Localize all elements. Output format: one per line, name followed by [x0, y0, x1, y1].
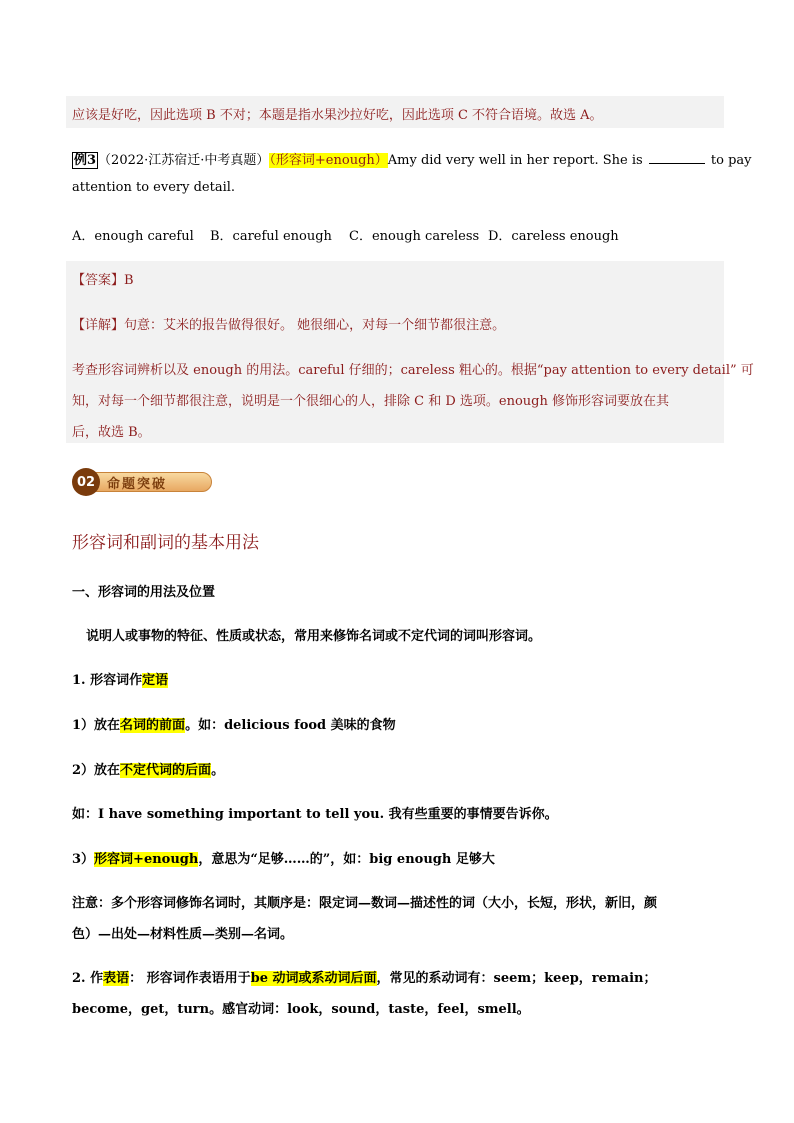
example-topic: （形容词+enough）: [269, 153, 388, 168]
rule1-b: 。如：delicious food 美味的食物: [185, 718, 396, 733]
item-attributive: [72, 669, 168, 688]
rule-3: [72, 848, 495, 867]
option-b: B．careful enough: [210, 229, 332, 244]
adjective-definition: 说明人或事物的特征、性质或状态，常用来修饰名词或不定代词的词叫形容词。: [86, 629, 542, 644]
answer-panel: [66, 261, 724, 443]
section-title: 命题突破: [86, 472, 212, 492]
analysis-line-1: 考查形容词辨析以及 enough 的用法。careful 仔细的；careless 粗心的。根据“pay attention to every detail” 可: [72, 363, 754, 378]
note-line-1: 注意：多个形容词修饰名词时，其顺序是：限定词—数词—描述性的词（大小，长短，形状，新旧，颜: [72, 896, 658, 911]
detail-label: 【详解】: [72, 318, 125, 333]
analysis-line-3: 后，故选 B。: [72, 425, 151, 440]
item2-a: 2. 作: [72, 971, 104, 986]
example-tag: 例3: [74, 153, 97, 168]
detail-line: [72, 314, 505, 333]
rule-1: [72, 714, 396, 733]
section-heading: 形容词和副词的基本用法: [72, 533, 259, 553]
item-predicative-line2: become，get，turn。感官动词：look，sound，taste，feel，smell。: [72, 1002, 530, 1017]
subheading-adjective-usage: 一、形容词的用法及位置: [72, 585, 216, 600]
item2-highlight-2: be 动词或系动词后面: [250, 971, 377, 986]
section-number: 02: [72, 468, 100, 496]
example-source: （2022·江苏宿迁·中考真题）: [98, 153, 270, 168]
rule3-highlight: 形容词+enough: [94, 852, 199, 867]
rule1-a: 1）放在: [72, 718, 121, 733]
option-d: D．careless enough: [488, 229, 619, 244]
item2-b: ： 形容词作表语用于: [129, 971, 251, 986]
rule3-b: ，意思为“足够……的”，如：big enough 足够大: [198, 852, 495, 867]
answer-label: 【答案】: [72, 273, 125, 288]
answer-blank: [649, 153, 705, 164]
analysis-line-2: 知，对每一个细节都很注意，说明是一个很细心的人，排除 C 和 D 选项。enough 修饰形容词要放在其: [72, 394, 669, 409]
answer-line: [72, 269, 134, 288]
rule1-highlight: 名词的前面: [120, 718, 186, 733]
item-predicative: [72, 967, 657, 986]
option-c: C．enough careless: [349, 229, 480, 244]
example-options: [72, 225, 619, 244]
rule2-a: 2）放在: [72, 763, 121, 778]
rule2-b: 。: [211, 763, 225, 778]
example-stem-b: to pay: [706, 153, 752, 168]
section-badge: [72, 468, 214, 496]
example-stem-line2: attention to every detail.: [72, 180, 236, 195]
analysis-line: 应该是好吃，因此选项 B 不对；本题是指水果沙拉好吃，因此选项 C 不符合语境。故选 A。: [72, 108, 603, 123]
example-stem: [72, 149, 752, 168]
item2-c: ，常见的系动词有：seem；keep，remain；: [376, 971, 657, 986]
rule2-highlight: 不定代词的后面: [120, 763, 212, 778]
rule-2-example: 如：I have something important to tell you. 我有些重要的事情要告诉你。: [72, 807, 558, 822]
item2-highlight-1: 表语: [103, 971, 130, 986]
answer-value: B: [124, 273, 134, 288]
option-a: A．enough careful: [72, 229, 194, 244]
detail-text: 句意：艾米的报告做得很好。 她很细心，对每一个细节都很注意。: [124, 318, 506, 333]
item1-highlight: 定语: [142, 673, 169, 688]
note-line-2: 色）—出处—材料性质—类别—名词。: [72, 927, 294, 942]
item1-text: 1. 形容词作: [72, 673, 143, 688]
rule3-a: 3）: [72, 852, 95, 867]
rule-2: [72, 759, 224, 778]
example-stem-a: Amy did very well in her report. She is: [387, 153, 647, 168]
